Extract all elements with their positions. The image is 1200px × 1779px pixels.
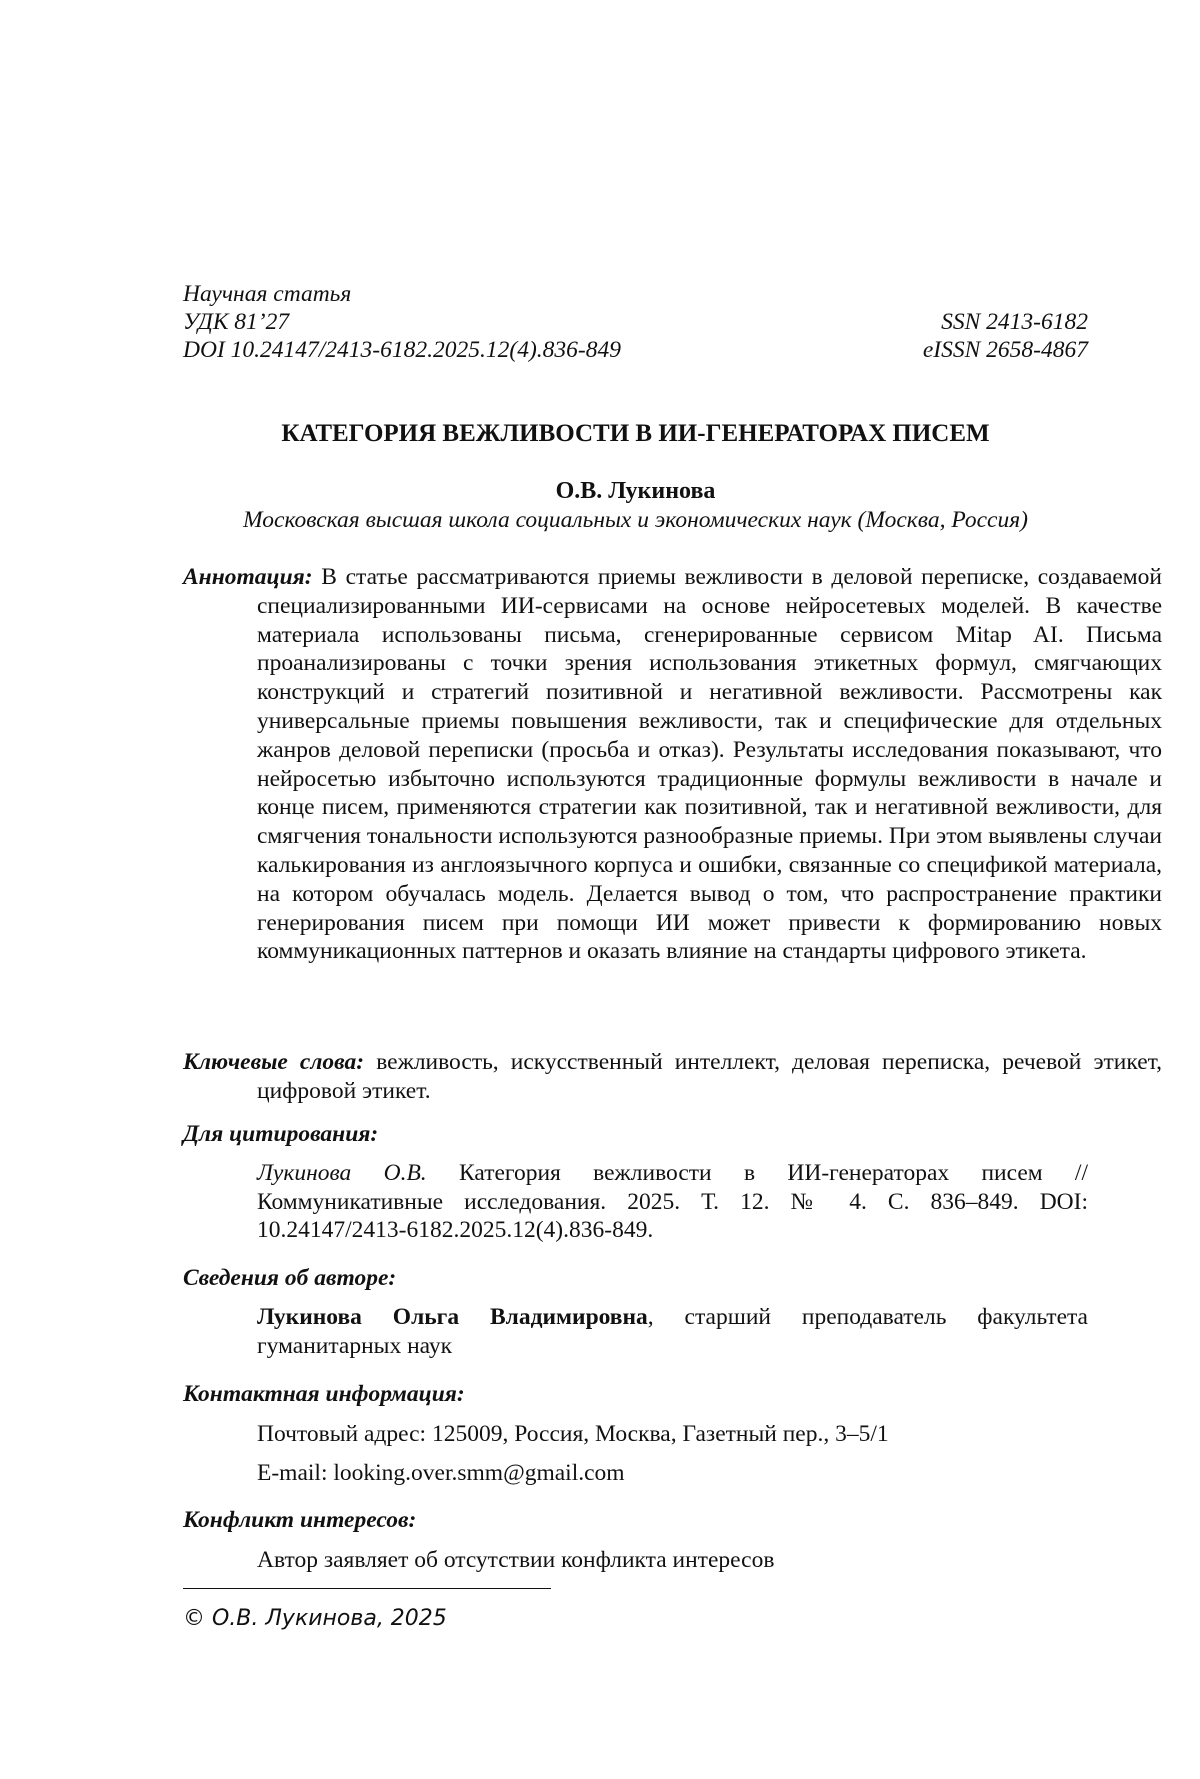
issn: SSN 2413-6182 — [941, 309, 1088, 335]
citation-section — [183, 1120, 1088, 1245]
author-full-name: Лукинова Ольга Владимировна — [257, 1303, 648, 1330]
eissn: eISSN 2658-4867 — [922, 337, 1088, 363]
email-address: E-mail: looking.over.smm@gmail.com — [257, 1459, 625, 1486]
keywords — [183, 1048, 1162, 1106]
citation-text: Категория вежливости в ИИ-генераторах писем // Коммуникативные исследования. 2025. Т. 12. № 4. С. 836–849. DOI: 10.24147/2413-6182.2025.12(4).836-849. — [257, 1159, 1088, 1244]
author-info-body — [183, 1303, 1088, 1361]
article-type: Научная статья — [183, 281, 352, 307]
contact-heading: Контактная информация: — [183, 1381, 465, 1407]
udc-code: УДК 81’27 — [183, 309, 290, 335]
author-affiliation: Московская высшая школа социальных и экономических наук (Москва, Россия) — [243, 507, 1028, 533]
abstract — [183, 563, 1162, 966]
author-info-section — [183, 1264, 1088, 1360]
citation-body — [183, 1159, 1088, 1245]
conflict-heading: Конфликт интересов: — [183, 1507, 417, 1533]
keywords-text: вежливость, искусственный интеллект, деловая переписка, речевой этикет, цифровой этикет. — [257, 1049, 1163, 1104]
citation-heading: Для цитирования: — [183, 1121, 379, 1147]
author-name: О.В. Лукинова — [555, 478, 716, 504]
copyright-note: © О.В. Лукинова, 2025 — [183, 1606, 447, 1631]
meta-row-type — [183, 280, 1088, 308]
conflict-section — [183, 1506, 1088, 1575]
author-info-heading: Сведения об авторе: — [183, 1265, 397, 1291]
conflict-text: Автор заявляет об отсутствии конфликта интересов — [257, 1546, 775, 1573]
meta-row-doi — [183, 336, 1088, 364]
author-position: , старший преподаватель факультета гуманитарных наук — [257, 1303, 1088, 1359]
article-title: КАТЕГОРИЯ ВЕЖЛИВОСТИ В ИИ-ГЕНЕРАТОРАХ ПИСЕМ — [281, 420, 990, 447]
meta-row-udc — [183, 308, 1088, 336]
article-meta — [183, 280, 1088, 364]
abstract-text: В статье рассматриваются приемы вежливости в деловой переписке, создаваемой специализированными ИИ-сервисами на основе нейросетевых моделей. В качестве материала использованы письма, сгенерированные сервисом Mitap AI. Письма проанализированы с точки зрения использования этикетных формул, смягчающих конструкций и стратегий позитивной и негативной вежливости. Рассмотрены как универсальные приемы повышения вежливости, так и специфические для отдельных жанров деловой переписки (просьба и отказ). Результаты исследования показывают, что нейросетью избыточно используются традиционные формулы вежливости в начале и конце писем, применяются стратегии как позитивной, так и негативной вежливости, для смягчения тональности используются разнообразные приемы. При этом выявлены случаи калькирования из англоязычного корпуса и ошибки, связанные со спецификой материала, на котором обучалась модель. Делается вывод о том, что распространение практики генерирования писем при помощи ИИ может привести к формированию новых коммуникационных паттернов и оказать влияние на стандарты цифрового этикета. — [257, 564, 1163, 965]
doi: DOI 10.24147/2413-6182.2025.12(4).836-849 — [183, 337, 621, 363]
citation-author: Лукинова О.В. — [257, 1159, 427, 1186]
keywords-label: Ключевые слова: — [183, 1049, 365, 1075]
abstract-label: Аннотация: — [183, 564, 313, 590]
footnote-divider — [183, 1588, 551, 1589]
postal-address: Почтовый адрес: 125009, Россия, Москва, Газетный пер., 3–5/1 — [257, 1420, 889, 1447]
contact-section — [183, 1380, 1088, 1487]
